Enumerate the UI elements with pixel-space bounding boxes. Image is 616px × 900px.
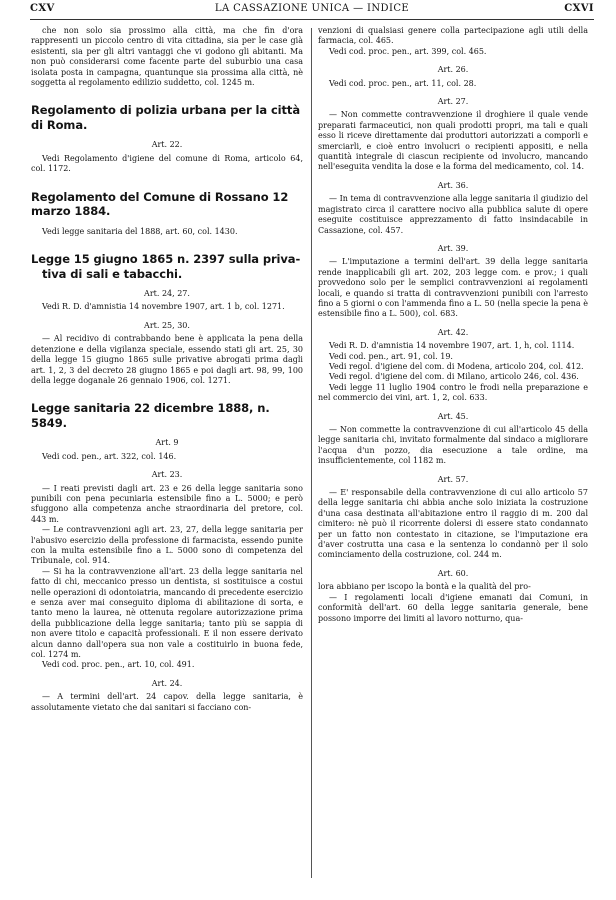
running-title: LA CASSAZIONE UNICA — INDICE	[214, 3, 410, 14]
entry-text: — E' responsabile della contravvenzione di cui allo articolo 57 della legge sanitaria chi abbia anche solo iniziata la costruzione d'una casa destinata all'abitazione entro il raggio di m. 200 dal cimitero: nè può il ricorrente dolersi di essere stato condannato per un fatto non contestato in citazione, se l'imputazione era d'aver costrutta una casa e la sentenza lo condannò per il solo cominciamento della costruzione, col. 244 m.	[318, 488, 588, 560]
section-heading-legge-sanitaria: Legge sanitaria 22 dicembre 1888, n. 5849.	[31, 401, 270, 430]
entry-text: — Al recidivo di contrabbando bene è applicata la pena della detenzione e della vigilanza speciale, essendo stati gli art. 25, 30 della legge 15 giugno 1865 sulle privative abrogati prima dagli art. 1, 2, 3 del decreto 28 giugno 1865 e poi dagli art. 98, 99, 100 della legge doganale 26 gennaio 1906, col. 1271.	[31, 334, 303, 385]
article-label: Art. 45.	[437, 411, 469, 421]
article-label: Art. 27.	[437, 97, 469, 107]
entry-text: — Si ha la contravvenzione all'art. 23 della legge sanitaria nel fatto di chi, meccanico presso un dentista, si sostituisce a costui nelle operazioni di odontoiatria, mancando di precedente esercizio e senza aver mai conseguito diploma di abilitazione di sorta, e tanto meno la laurea, nè ottenuta regolare autorizzazione prima della pubblicazione della legge sanitaria; tanto più se sappia di non avere titolo e capacità professionali. E il non essere derivato alcun danno dall'opera sua non vale a costituirlo in buona fede, col. 1274 m.	[31, 566, 303, 660]
entry-text: — In tema di contravvenzione alla legge sanitaria il giudizio del magistrato circa il carattere nocivo alla pubblica salute di opere eseguite costituisce apprezzamento di fatto insindacabile in Cassazione, col. 457.	[318, 194, 588, 235]
article-label: Art. 24.	[151, 678, 183, 688]
article-label: Art. 9	[155, 438, 179, 448]
entry-text: Vedi legge 11 luglio 1904 contro le frodi nella preparazione e nel commercio dei vini, art. 1, 2, col. 633.	[318, 382, 588, 403]
entry-text: — Non commette contravvenzione il droghiere il quale vende preparati farmaceutici, non quali prodotti propri, ma tali e quali esso li riceve direttamente dai produttori autorizzati a comporli e smerciarli, e cioè entro involucri o recipienti appositi, e nella quantità integrale di ciascun recipiente od involucro, mancando nell'eseguita vendita la dose e la forma del medicamento, col. 14.	[318, 110, 588, 172]
entry-text: Vedi cod. pen., art. 91, col. 19.	[329, 351, 453, 361]
entry-text: Vedi cod. proc. pen., art. 399, col. 465.	[329, 46, 487, 56]
page-number-left: CXV	[30, 3, 55, 14]
article-label: Art. 57.	[437, 474, 469, 484]
entry-text: lora abbiano per iscopo la bontà e la qualità del pro-	[318, 582, 531, 592]
entry-text: — I reati previsti dagli art. 23 e 26 della legge sanitaria sono punibili con pena pecuniaria estensibile fino a L. 5000; e però sfuggono alla competenza anche straordinaria del pretore, col. 443 m.	[31, 483, 303, 524]
section-heading-privativa-sali-tabacchi	[31, 252, 303, 281]
entry-text: Vedi cod. proc. pen., art. 10, col. 491.	[42, 660, 195, 670]
entry-text: Vedi Regolamento d'igiene del comune di Roma, articolo 64, col. 1172.	[31, 153, 303, 174]
left-column	[31, 26, 303, 894]
continued-paragraph: venzioni di qualsiasi genere colla partecipazione agli utili della farmacia, col. 465.	[318, 26, 588, 46]
entry-text: Vedi regol. d'igiene del com. di Modena, articolo 204, col. 412.	[329, 361, 584, 371]
header-rule	[30, 19, 594, 20]
article-label: Art. 23.	[151, 470, 183, 480]
entry-text: — Le contravvenzioni agli art. 23, 27, della legge sanitaria per l'abusivo esercizio della professione di farmacista, essendo punite con la multa estensibile fino a L. 5000 sono di competenza del Tribunale, col. 914.	[31, 525, 303, 566]
entry-text: — Non commette la contravvenzione di cui all'articolo 45 della legge sanitaria chi, invitato formalmente dal sindaco a migliorare l'acqua d'un pozzo, dia esecuzione a tale ordine, ma insufficientemente, col 1182 m.	[318, 425, 588, 466]
running-header	[30, 3, 594, 17]
article-label: Art. 22.	[151, 140, 183, 150]
heading-line: Legge 15 giugno 1865 n. 2397 sulla priva-	[31, 252, 301, 267]
entry-text: Vedi R. D. d'amnistia 14 novembre 1907, art. 1, h, col. 1114.	[329, 341, 575, 351]
article-label: Art. 60.	[437, 568, 469, 578]
entry-text: — A termini dell'art. 24 capov. della legge sanitaria, è assolutamente vietato che dai sanitari si facciano con-	[31, 692, 303, 712]
article-label: Art. 36.	[437, 180, 469, 190]
column-divider	[311, 28, 312, 878]
heading-line: tiva di sali e tabacchi.	[42, 266, 183, 281]
continued-paragraph: che non solo sia prossimo alla città, ma che fin d'ora rappresenti un piccolo centro di vita cittadina, sia per le case già esistenti, sia per gli altri vantaggi che vi godono gli abitanti. Ma non può considerarsi come facente parte del suburbio una casa isolata posta in campagna, quantunque sia prossima alla città, nè soggetta al regolamento edilizio suddetto, col. 1245 m.	[31, 26, 303, 88]
entry-text: Vedi regol. d'igiene del com. di Milano, articolo 246, col. 436.	[329, 372, 579, 382]
entry-text: Vedi R. D. d'amnistia 14 novembre 1907, art. 1 b, col. 1271.	[42, 302, 285, 312]
article-label: Art. 26.	[437, 65, 469, 75]
article-label: Art. 39.	[437, 243, 469, 253]
entry-text: Vedi legge sanitaria del 1888, art. 60, col. 1430.	[42, 226, 238, 236]
article-label: Art. 24, 27.	[144, 289, 190, 299]
entry-text: — I regolamenti locali d'igiene emanati dai Comuni, in conformità dell'art. 60 della legge sanitaria generale, bene possono imporre dei limiti al lavoro notturno, qua-	[318, 592, 588, 623]
entry-text: Vedi cod. pen., art. 322, col. 146.	[42, 451, 177, 461]
article-label: Art. 25, 30.	[144, 320, 190, 330]
right-column	[318, 26, 588, 894]
entry-text: — L'imputazione a termini dell'art. 39 della legge sanitaria rende inapplicabili gli art. 202, 203 legge com. e prov.; i quali provvedono solo per le semplici contravvenzioni ai regolamenti locali, e quando si tratta di contravvenzioni punibili con l'arresto fino a 5 giorni o con l'ammenda fino a L. 50 (nella specie la pena è estensibile fino a L. 500), col. 683.	[318, 257, 588, 319]
page-number-right: CXVI	[564, 3, 594, 14]
article-label: Art. 42.	[437, 327, 469, 337]
section-heading-polizia-urbana: Regolamento di polizia urbana per la città di Roma.	[31, 103, 300, 132]
section-heading-rossano: Regolamento del Comune di Rossano 12 marzo 1884.	[31, 189, 289, 219]
entry-text: Vedi cod. proc. pen., art. 11, col. 28.	[329, 78, 477, 88]
